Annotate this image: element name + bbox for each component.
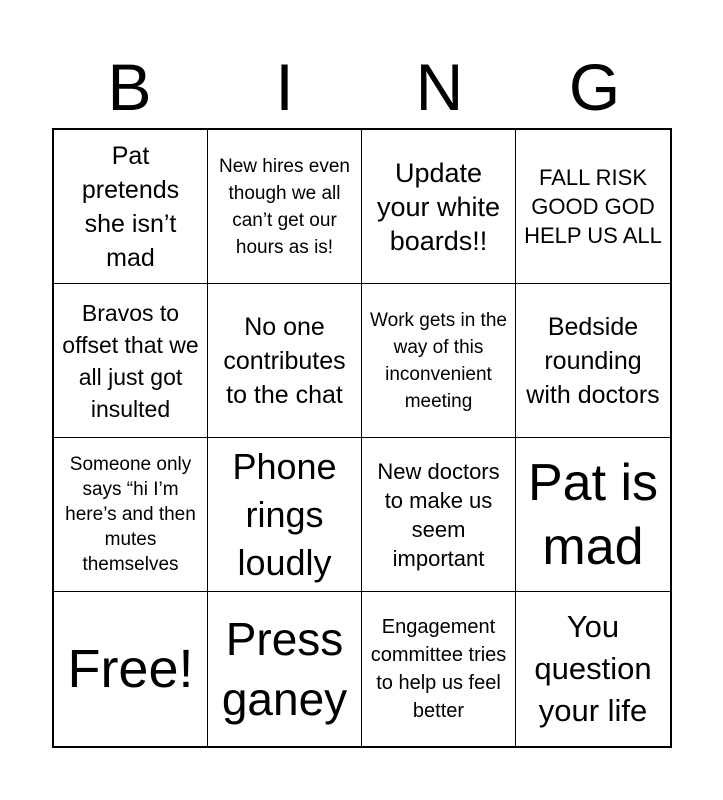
bingo-cell[interactable]	[362, 438, 516, 592]
bingo-cell[interactable]	[54, 592, 208, 746]
bingo-cell-text: Free!	[67, 639, 194, 699]
bingo-cell-text: Work gets in the way of this inconvenient meeting	[370, 309, 507, 412]
bingo-header	[52, 50, 672, 124]
bingo-cell-text: Update your white boards!!	[376, 157, 501, 256]
bingo-cell[interactable]	[362, 130, 516, 284]
bingo-cell[interactable]	[208, 130, 362, 284]
bingo-cell[interactable]	[208, 592, 362, 746]
bingo-cell-text: Pat is mad	[527, 453, 659, 576]
header-letter-b: B	[107, 50, 152, 124]
header-letter-n: N	[415, 50, 464, 124]
bingo-cell-text: Bedside rounding with doctors	[526, 312, 660, 409]
bingo-cell[interactable]	[362, 284, 516, 438]
header-letter-g: G	[568, 50, 621, 124]
bingo-cell[interactable]	[516, 438, 670, 592]
bingo-cell-text: No one contributes to the chat	[223, 312, 346, 409]
bingo-cell[interactable]	[362, 592, 516, 746]
bingo-cell-text: New hires even though we all can’t get our hours as is!	[219, 155, 350, 258]
bingo-cell[interactable]	[516, 130, 670, 284]
bingo-cell[interactable]	[54, 284, 208, 438]
bingo-cell[interactable]	[54, 438, 208, 592]
bingo-board	[52, 128, 672, 748]
bingo-cell-text: New doctors to make us seem important	[377, 458, 500, 571]
bingo-cell-text: Someone only says “hi I’m here’s and then mutes themselves	[65, 454, 196, 575]
bingo-cell-text: You question your life	[534, 609, 652, 728]
bingo-cell-text: Engagement committee tries to help us feel better	[370, 616, 507, 722]
bingo-cell-text: Pat pretends she isn’t mad	[81, 141, 180, 272]
bingo-cell-text: FALL RISK GOOD GOD HELP US ALL	[524, 165, 662, 248]
bingo-cell-text: Phone rings loudly	[232, 445, 337, 583]
bingo-cell[interactable]	[208, 284, 362, 438]
bingo-cell[interactable]	[54, 130, 208, 284]
bingo-cell[interactable]	[516, 284, 670, 438]
bingo-cell[interactable]	[208, 438, 362, 592]
bingo-cell[interactable]	[516, 592, 670, 746]
header-letter-i: I	[275, 50, 294, 124]
bingo-cell-text: Press ganey	[221, 613, 348, 725]
bingo-cell-text: Bravos to offset that we all just got insulted	[62, 299, 199, 422]
